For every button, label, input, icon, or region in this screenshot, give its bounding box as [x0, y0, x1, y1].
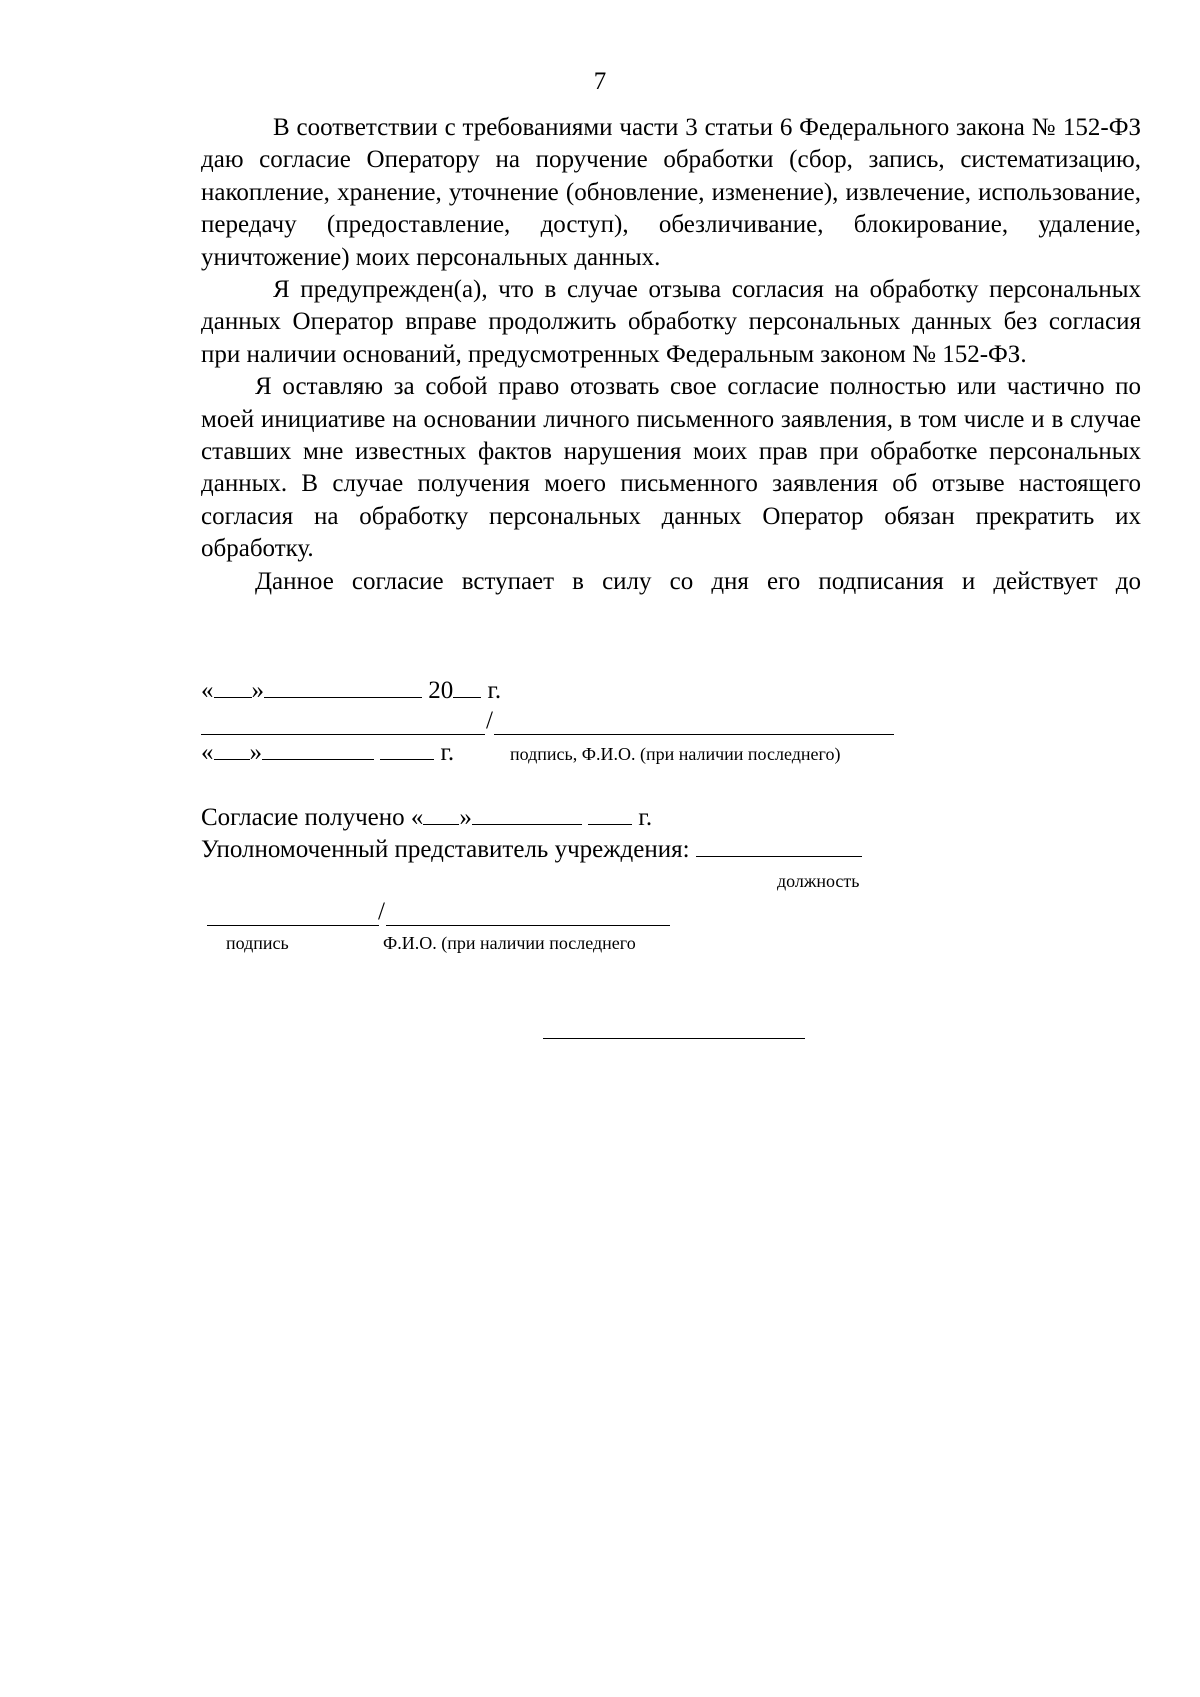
validity-date-line	[201, 675, 501, 706]
representative-signature-blank[interactable]	[207, 925, 379, 926]
full-name-blank[interactable]	[494, 734, 894, 735]
signature-caption: подпись, Ф.И.О. (при наличии последнего)	[510, 744, 841, 764]
representative-slash: /	[378, 898, 385, 925]
closing-separator	[543, 1038, 805, 1039]
month-blank[interactable]	[262, 737, 374, 760]
signature-date-line	[201, 737, 454, 768]
day-blank[interactable]	[214, 675, 252, 698]
position-caption: должность	[777, 871, 860, 891]
year-suffix: г.	[487, 677, 502, 704]
page-number: 7	[593, 68, 607, 95]
representative-label: Уполномоченный представитель учреждения:	[201, 836, 690, 863]
paragraph-warning: Я предупрежден(а), что в случае отзыва согласия на обработку персональных данных Оператор вправе продолжить обработку персональных данных без согласия при наличии оснований, предусмотренных Федеральным законом № 152-ФЗ.	[201, 276, 1141, 368]
paragraph-consent: В соответствии с требованиями части 3 статьи 6 Федерального закона № 152-ФЗ даю согласие Оператору на поручение обработки (сбор, запись, систематизацию, накопление, хранение, уточнение (обновление, изменение), извлечение, использование, передачу (предоставление, доступ), обезличивание, блокирование, удаление, уничтожение) моих персональных данных.	[201, 114, 1141, 271]
representative-line	[201, 834, 862, 865]
open-quote: «	[410, 804, 424, 831]
consent-body	[201, 112, 1141, 598]
year-suffix: г.	[638, 804, 653, 831]
day-blank[interactable]	[423, 802, 459, 825]
close-quote: »	[459, 804, 472, 831]
representative-name-blank[interactable]	[386, 925, 670, 926]
paragraph-validity: Данное согласие вступает в силу со дня его подписания и действует до	[255, 567, 1141, 595]
year-prefix: 20	[428, 677, 454, 704]
year-suffix: г.	[440, 739, 455, 766]
close-quote: »	[249, 739, 262, 766]
consent-received-line	[201, 802, 652, 833]
consent-received-label: Согласие получено	[201, 804, 405, 831]
name-caption: Ф.И.О. (при наличии последнего	[383, 933, 636, 953]
paragraph-revocation: Я оставляю за собой право отозвать свое согласие полностью или частично по моей инициативе на основании личного письменного заявления, в том числе и в случае ставших мне известных фактов нарушения моих прав при обработке персональных данных. В случае получения моего письменного заявления об отзыве настоящего согласия на обработку персональных данных Оператор обязан прекратить их обработку.	[201, 373, 1141, 563]
position-blank[interactable]	[696, 834, 862, 857]
signature-blank[interactable]	[201, 734, 485, 735]
signature-slash: /	[486, 707, 493, 734]
close-quote: »	[251, 677, 264, 704]
open-quote: «	[201, 677, 214, 704]
open-quote: «	[201, 739, 214, 766]
year-blank[interactable]	[453, 675, 481, 698]
year-blank[interactable]	[380, 737, 434, 760]
month-blank[interactable]	[472, 802, 582, 825]
signature-caption: подпись	[226, 933, 289, 953]
month-blank[interactable]	[264, 675, 422, 698]
year-blank[interactable]	[588, 802, 632, 825]
day-blank[interactable]	[214, 737, 250, 760]
